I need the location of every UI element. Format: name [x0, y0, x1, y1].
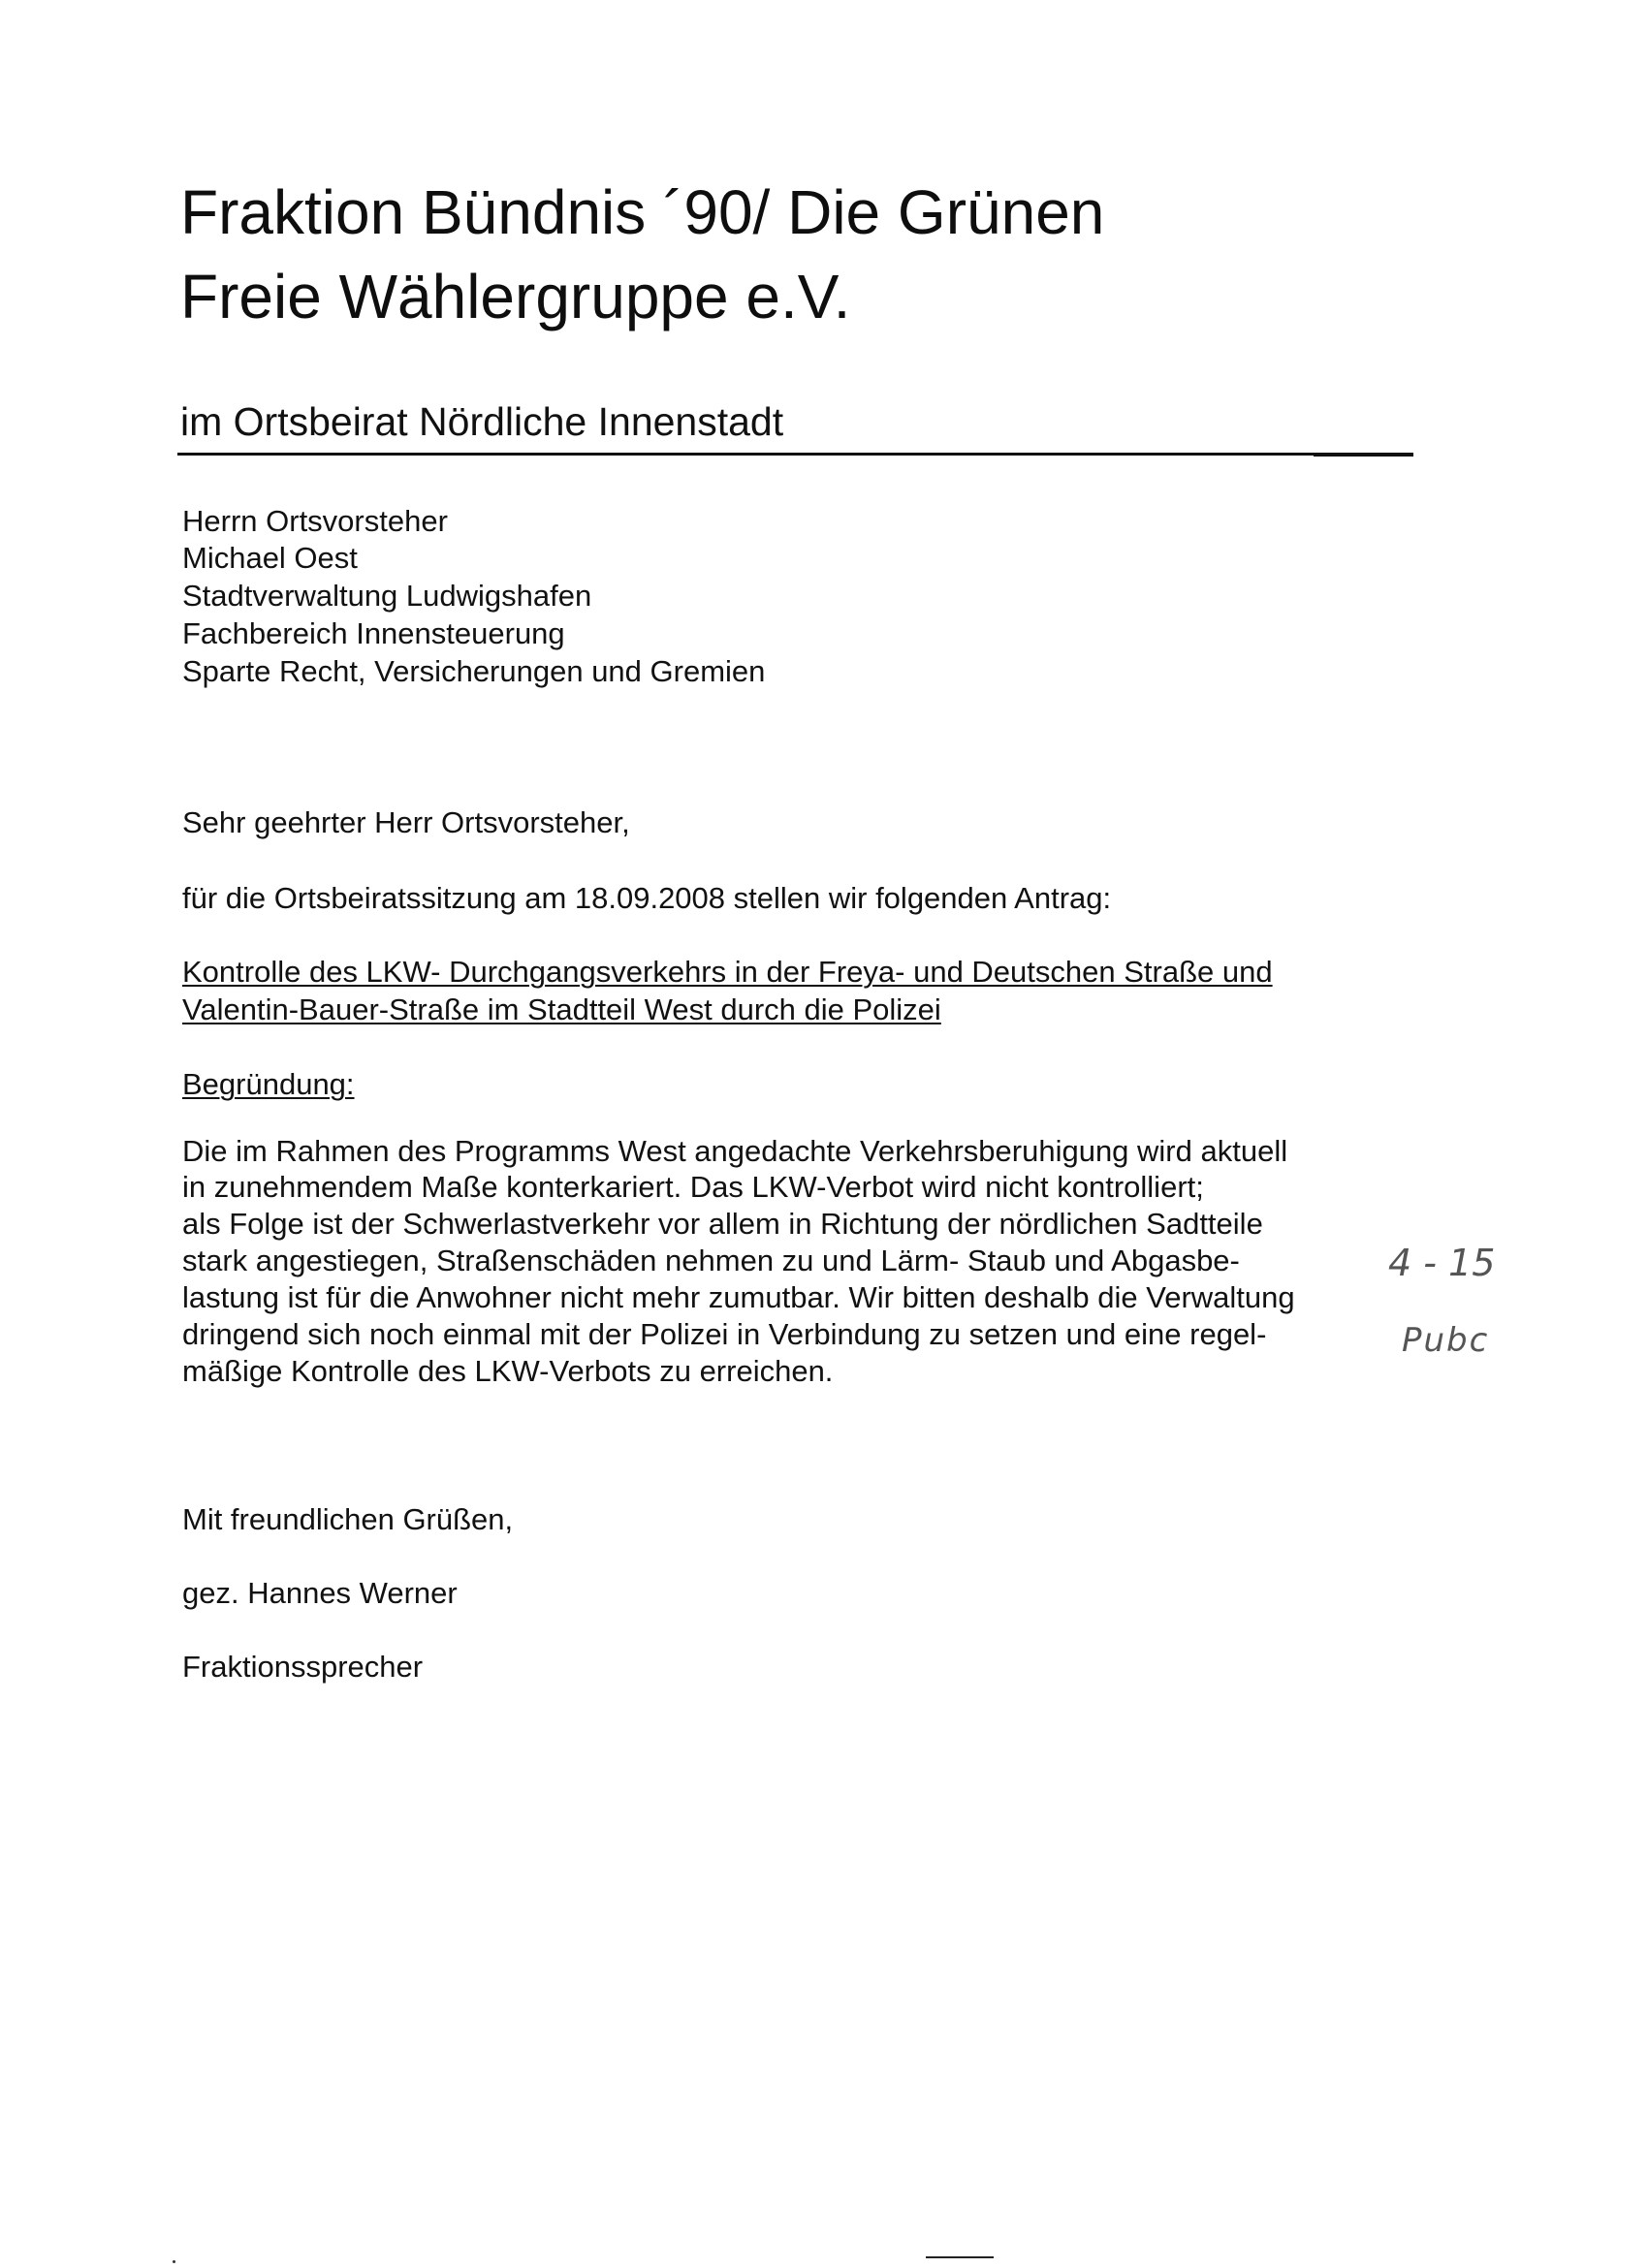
recipient-line: Stadtverwaltung Ludwigshafen	[182, 579, 592, 613]
footer-mark	[926, 2256, 994, 2258]
recipient-line: Michael Oest	[182, 541, 358, 575]
reason-heading: Begründung:	[182, 1067, 355, 1101]
header-divider	[177, 453, 1413, 456]
reason-line: als Folge ist der Schwerlastverkehr vor allem in Richtung der nördlichen Sadtteile	[182, 1207, 1263, 1241]
closing: Mit freundlichen Grüßen,	[182, 1502, 514, 1536]
recipient-address	[182, 506, 1055, 700]
recipient-line: Herrn Ortsvorsteher	[182, 504, 448, 538]
intro-text: für die Ortsbeiratssitzung am 18.09.2008 stellen wir folgenden Antrag:	[182, 881, 1112, 915]
scan-speck	[173, 2260, 175, 2263]
document-title-line-1: Fraktion Bündnis ´90/ Die Grünen	[180, 177, 1105, 247]
motion-title-line: Valentin-Bauer-Straße im Stadtteil West durch die Polizei	[182, 992, 941, 1026]
reason-line: mäßige Kontrolle des LKW-Verbots zu erreichen.	[182, 1354, 834, 1388]
header-divider-accent	[1314, 453, 1413, 457]
handwritten-note: 4 - 15	[1388, 1242, 1496, 1284]
recipient-line: Fachbereich Innensteuerung	[182, 616, 565, 650]
reason-line: dringend sich noch einmal mit der Polizei in Verbindung zu setzen und eine regel-	[182, 1317, 1267, 1351]
salutation: Sehr geehrter Herr Ortsvorsteher,	[182, 805, 630, 839]
motion-title-line: Kontrolle des LKW- Durchgangsverkehrs in der Freya- und Deutschen Straße und	[182, 955, 1273, 989]
document-subtitle: im Ortsbeirat Nördliche Innenstadt	[180, 399, 784, 444]
reason-line: stark angestiegen, Straßenschäden nehmen zu und Lärm- Staub und Abgasbe-	[182, 1244, 1240, 1277]
signer-role: Fraktionssprecher	[182, 1650, 424, 1684]
reason-line: lastung ist für die Anwohner nicht mehr zumutbar. Wir bitten deshalb die Verwaltung	[182, 1280, 1295, 1314]
reason-line: Die im Rahmen des Programms West angedachte Verkehrsberuhigung wird aktuell	[182, 1134, 1288, 1168]
reason-line: in zunehmendem Maße konterkariert. Das LKW-Verbot wird nicht kontrolliert;	[182, 1170, 1204, 1204]
recipient-line: Sparte Recht, Versicherungen und Gremien	[182, 654, 766, 688]
handwritten-note: Pubc	[1402, 1321, 1490, 1360]
signature: gez. Hannes Werner	[182, 1576, 458, 1610]
document-title-line-2: Freie Wählergruppe e.V.	[180, 262, 851, 331]
